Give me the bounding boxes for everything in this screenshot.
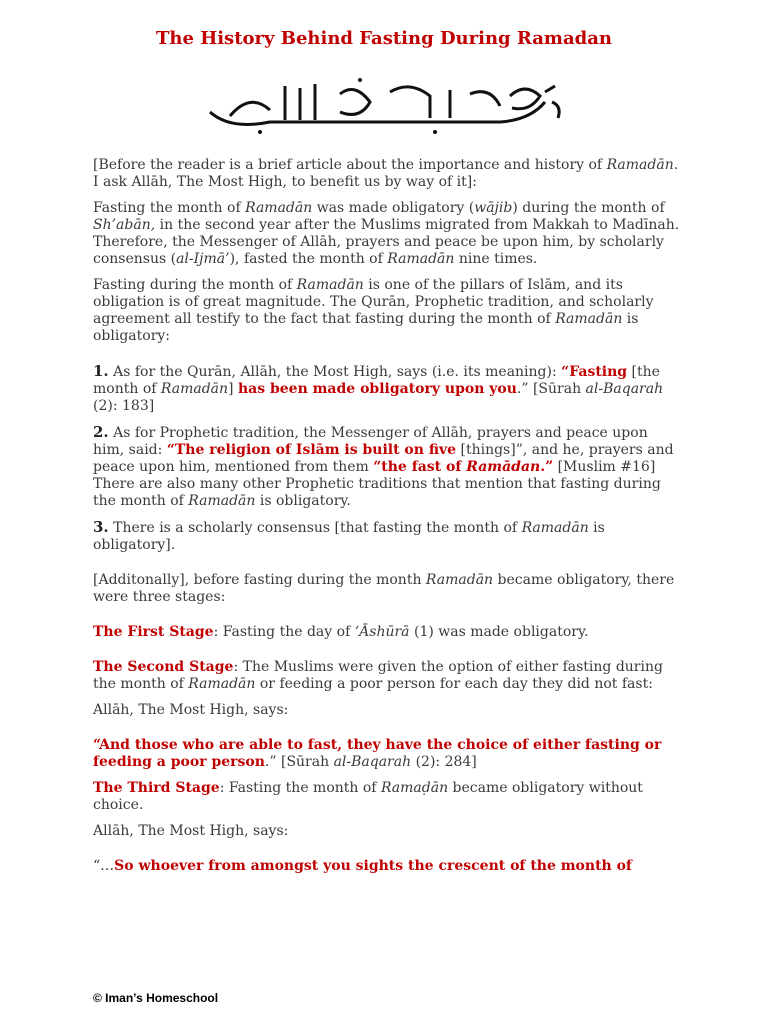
paragraph-obligation-history: Fasting the month of Ramadān was made obligatory (wājib) during the month of Sh’abān, in the second year after the Muslims migrated from Makkah to Madīnah. Therefore, the Messenger of Allāh, prayers and peace be upon him, by scholarly consensus (al-Ijmā’), fasted the month of Ramadān nine times.: [93, 200, 680, 267]
paragraph-pillar: Fasting during the month of Ramadān is one of the pillars of Islām, and its obligation is of great magnitude. The Qurān, Prophetic tradition, and scholarly agreement all testify to the fact that fasting during the month of Ramadān is obligatory:: [93, 277, 654, 344]
paragraph-three-stages: [Additonally], before fasting during the month Ramadān became obligatory, there were three stages:: [93, 572, 675, 605]
footer-copyright: © Iman’s Homeschool: [93, 991, 219, 1005]
point-quran: 1. As for the Qurān, Allāh, the Most High, says (i.e. its meaning): “Fasting [the month of Ramadān] has been made obligatory upon you.” [Sūrah al-Baqarah (2): 183]: [93, 362, 664, 414]
says-line-2: Allāh, The Most High, says:: [93, 823, 289, 839]
article-body: [93, 157, 683, 884]
quote-verse-284: “And those who are able to fast, they have the choice of either fasting or feeding a poor person.” [Sūrah al-Baqarah (2): 284]: [93, 737, 662, 770]
intro-paragraph: [Before the reader is a brief article about the importance and history of Ramadān. I ask Allāh, The Most High, to benefit us by way of it]:: [93, 157, 679, 190]
point-prophetic-tradition: 2. As for Prophetic tradition, the Messenger of Allāh, prayers and peace upon him, said: “The religion of Islām is built on five [things]”, and he, prayers and peace upon him, mentioned from them “the fast of Ramādan.” [Muslim #16] There are also many other Prophetic traditions that mention that fasting during the month of Ramadān is obligatory.: [93, 423, 674, 509]
basmala-calligraphy: [200, 72, 568, 138]
stage-first: The First Stage: Fasting the day of ‘Āshūrā (1) was made obligatory.: [93, 624, 589, 640]
says-line-1: Allāh, The Most High, says:: [93, 702, 289, 718]
page-title: The History Behind Fasting During Ramadan: [156, 28, 612, 49]
point-consensus: 3. There is a scholarly consensus [that fasting the month of Ramadān is obligatory].: [93, 518, 605, 553]
stage-second: The Second Stage: The Muslims were given the option of either fasting during the month of Ramadān or feeding a poor person for each day they did not fast:: [93, 659, 663, 692]
stage-third: The Third Stage: Fasting the month of Ramaḍān became obligatory without choice.: [93, 780, 643, 813]
quote-crescent: “…So whoever from amongst you sights the crescent of the month of: [93, 858, 632, 874]
